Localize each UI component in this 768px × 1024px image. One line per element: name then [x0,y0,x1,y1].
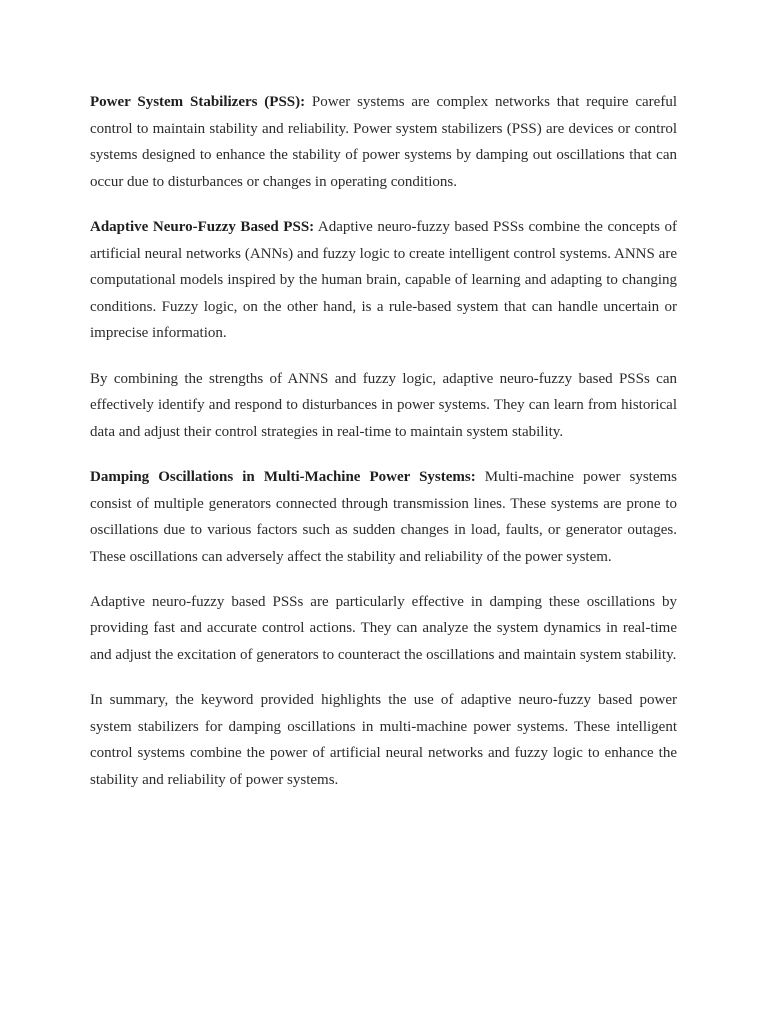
paragraph-heading: Adaptive Neuro-Fuzzy Based PSS: [90,218,315,235]
paragraph-text: Multi-machine power systems consist of multiple generators connected through transmission lines. These systems are prone to oscillations due to various factors such as sudden changes in load, faults, or generator outages. These oscillations can adversely affect the stability and reliability of the power system. [90,468,678,565]
paragraph-damping-oscillations [90,464,677,570]
paragraph-text: Adaptive neuro-fuzzy based PSSs combine the concepts of artificial neural networks (ANNs) and fuzzy logic to create intelligent control systems. ANNS are computational models inspired by the human brain, capable of learning and adapting to changing conditions. Fuzzy logic, on the other hand, is a rule-based system that can handle uncertain or imprecise information. [90,218,677,342]
paragraph-text: In summary, the keyword provided highlights the use of adaptive neuro-fuzzy based power system stabilizers for damping oscillations in multi-machine power systems. These intelligent control systems combine the power of artificial neural networks and fuzzy logic to enhance the stability and reliability of power systems. [90,692,677,789]
paragraph-adaptive-neuro-fuzzy [90,214,677,347]
paragraph-combining-strengths [90,366,677,446]
document-page [90,89,677,812]
paragraph-summary [90,687,677,793]
paragraph-heading: Damping Oscillations in Multi-Machine Power Systems: [90,468,476,485]
paragraph-effective-damping [90,589,677,669]
paragraph-text: Adaptive neuro-fuzzy based PSSs are particularly effective in damping these oscillations by providing fast and accurate control actions. They can analyze the system dynamics in real-time and adjust the excitation of generators to counteract the oscillations and maintain system stability. [90,593,677,664]
paragraph-text: Power systems are complex networks that require careful control to maintain stability and reliability. Power system stabilizers (PSS) are devices or control systems designed to enhance the stability of power systems by damping out oscillations that can occur due to disturbances or changes in operating conditions. [90,94,677,190]
paragraph-pss [90,89,677,195]
paragraph-heading: Power System Stabilizers (PSS): [90,94,306,110]
paragraph-text: By combining the strengths of ANNS and fuzzy logic, adaptive neuro-fuzzy based PSSs can effectively identify and respond to disturbances in power systems. They can learn from historical data and adjust their control strategies in real-time to maintain system stability. [90,370,677,440]
